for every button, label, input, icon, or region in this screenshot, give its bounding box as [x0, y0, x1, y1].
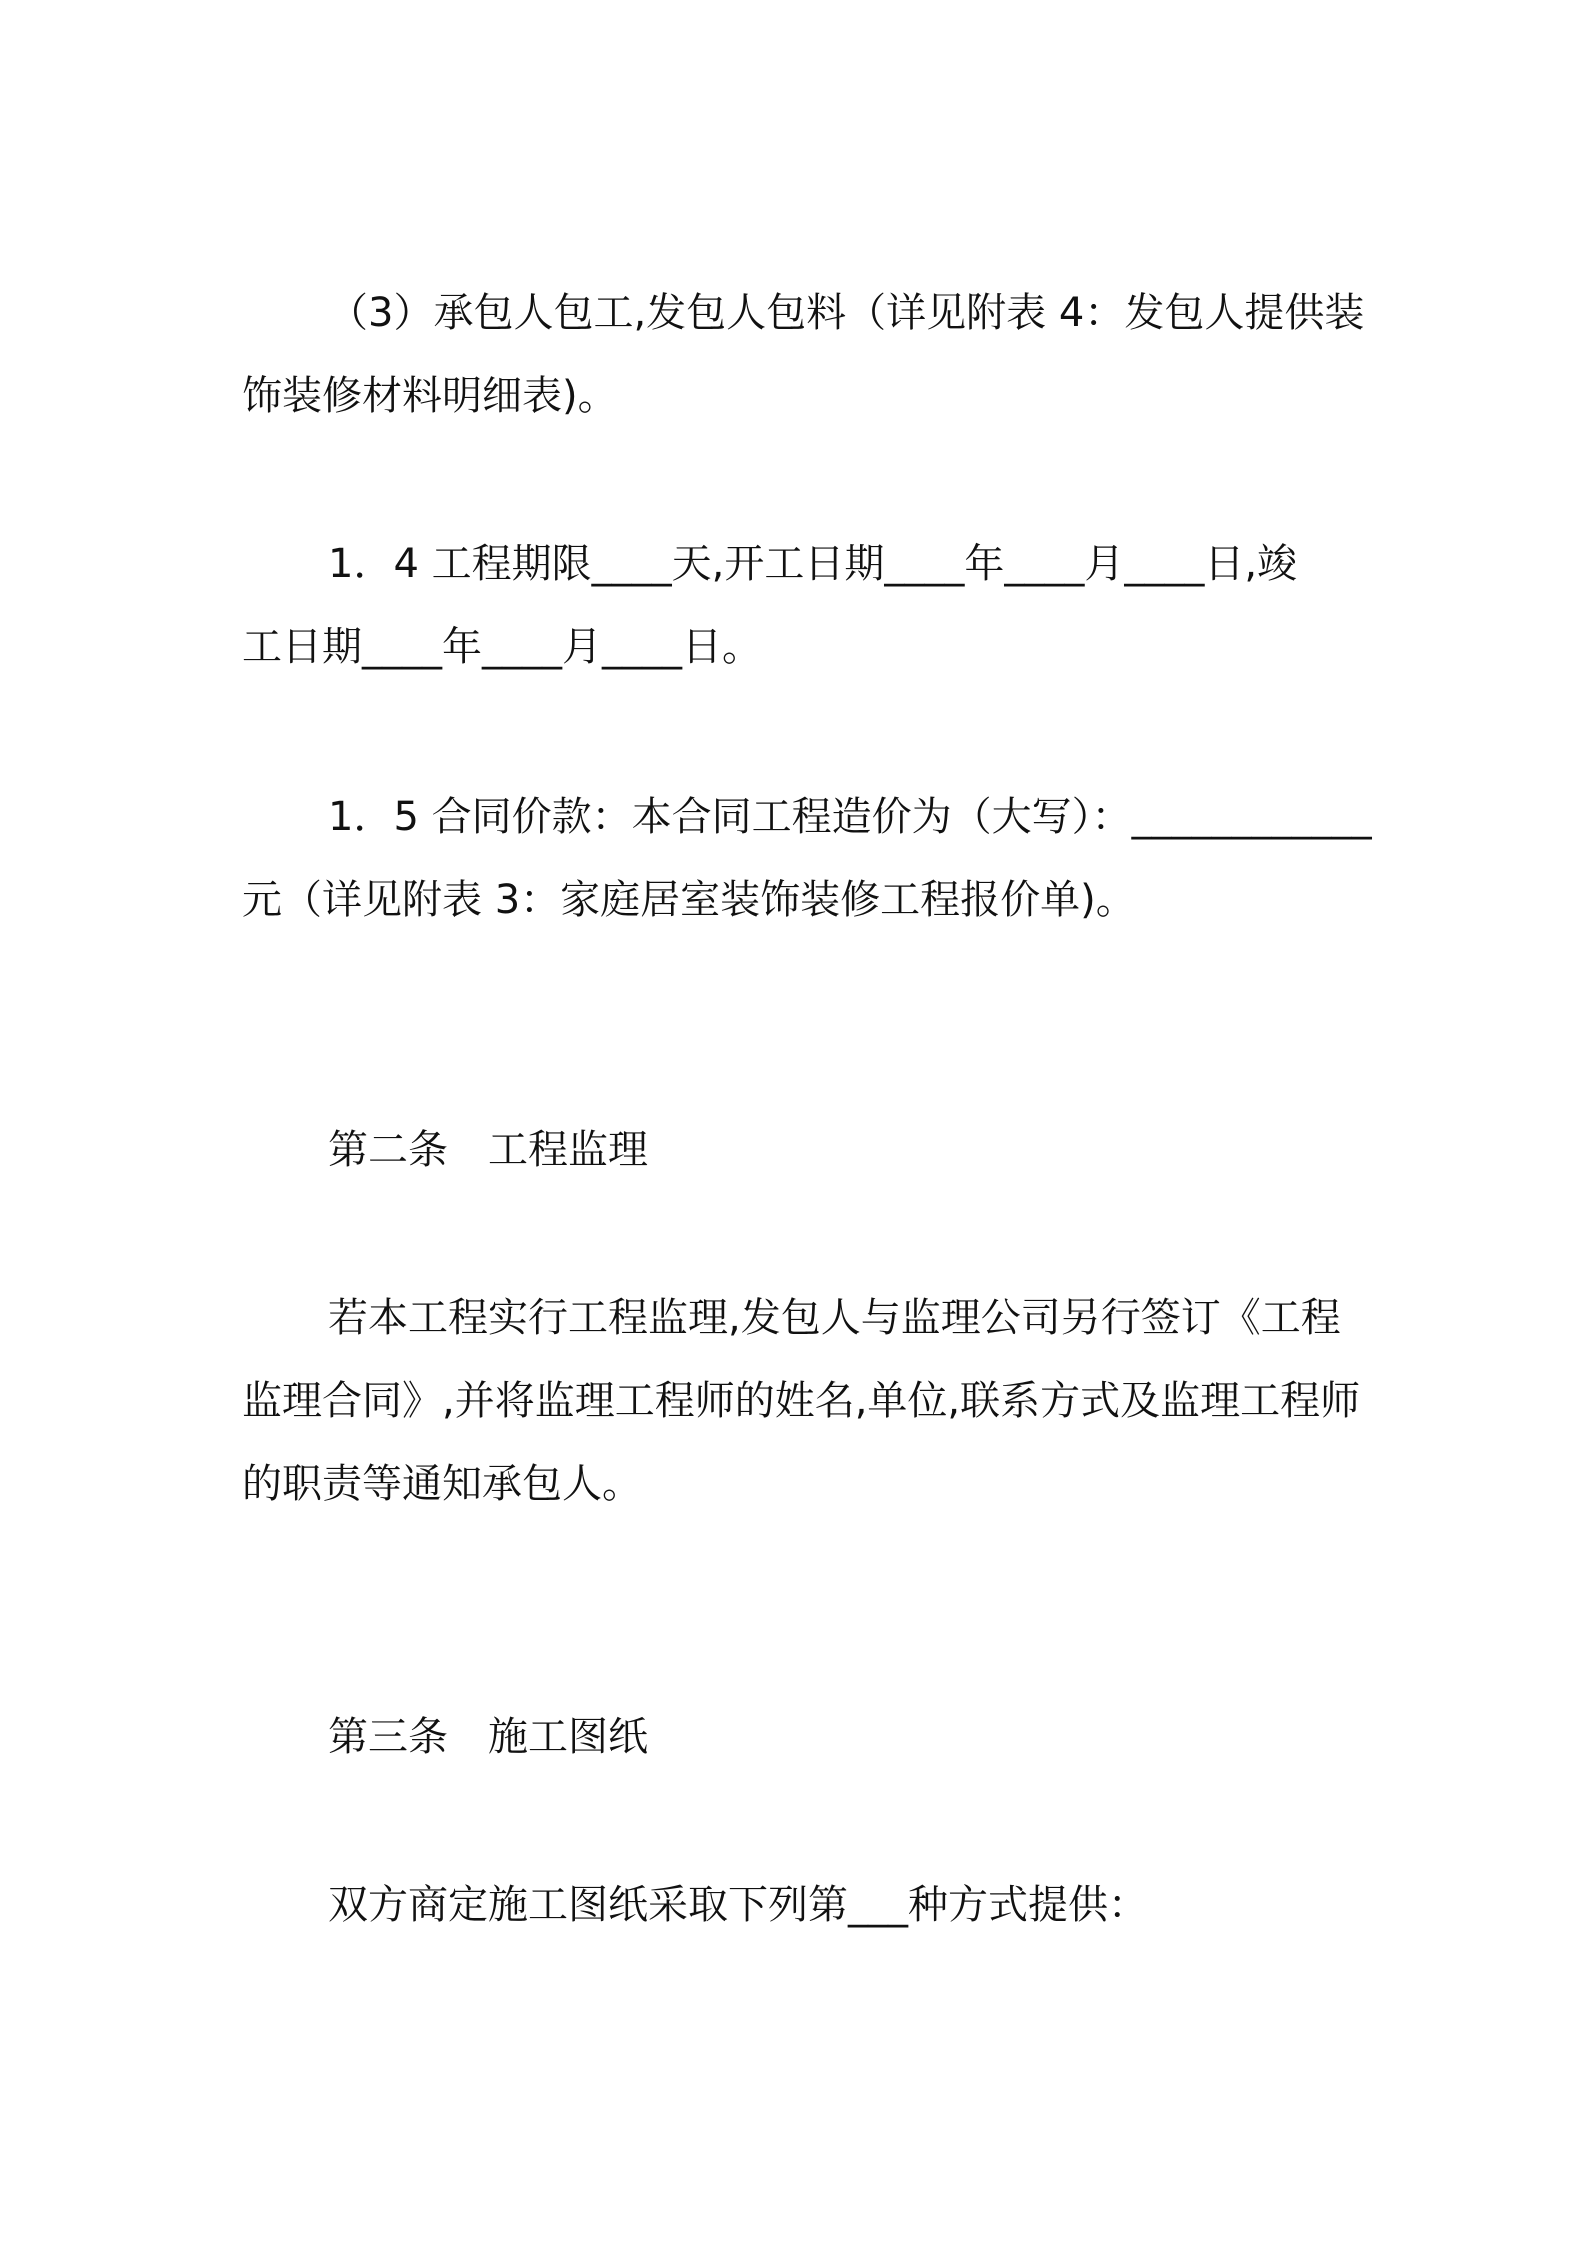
paragraph-drawings-method: [242, 1864, 1362, 1947]
section-heading-article-3: [242, 1696, 1362, 1779]
paragraph-line: 饰装修材料明细表)。: [242, 373, 618, 419]
paragraph-line: 双方商定施工图纸采取下列第___种方式提供：: [328, 1882, 1148, 1928]
paragraph-supervision: [242, 1277, 1362, 1526]
section-heading: 第二条 工程监理: [328, 1127, 648, 1173]
section-heading: 第三条 施工图纸: [328, 1714, 648, 1760]
paragraph-project-duration: [242, 523, 1362, 689]
paragraph-line: 1．4 工程期限____天,开工日期____年____月____日,竣: [328, 541, 1298, 587]
paragraph-line: 1．5 合同价款：本合同工程造价为（大写）：____________: [328, 794, 1372, 840]
paragraph-line: 的职责等通知承包人。: [242, 1461, 642, 1507]
section-heading-article-2: [242, 1109, 1362, 1192]
paragraph-line: 监理合同》,并将监理工程师的姓名,单位,联系方式及监理工程师: [242, 1378, 1361, 1424]
paragraph-line: 元（详见附表 3：家庭居室装饰装修工程报价单)。: [242, 877, 1136, 923]
paragraph-contract-price: [242, 776, 1372, 942]
paragraph-line: 若本工程实行工程监理,发包人与监理公司另行签订《工程: [328, 1295, 1341, 1341]
paragraph-materials-supply: [242, 272, 1365, 438]
paragraph-line: （3）承包人包工,发包人包料（详见附表 4：发包人提供装: [328, 290, 1365, 336]
paragraph-line: 工日期____年____月____日。: [242, 624, 762, 670]
